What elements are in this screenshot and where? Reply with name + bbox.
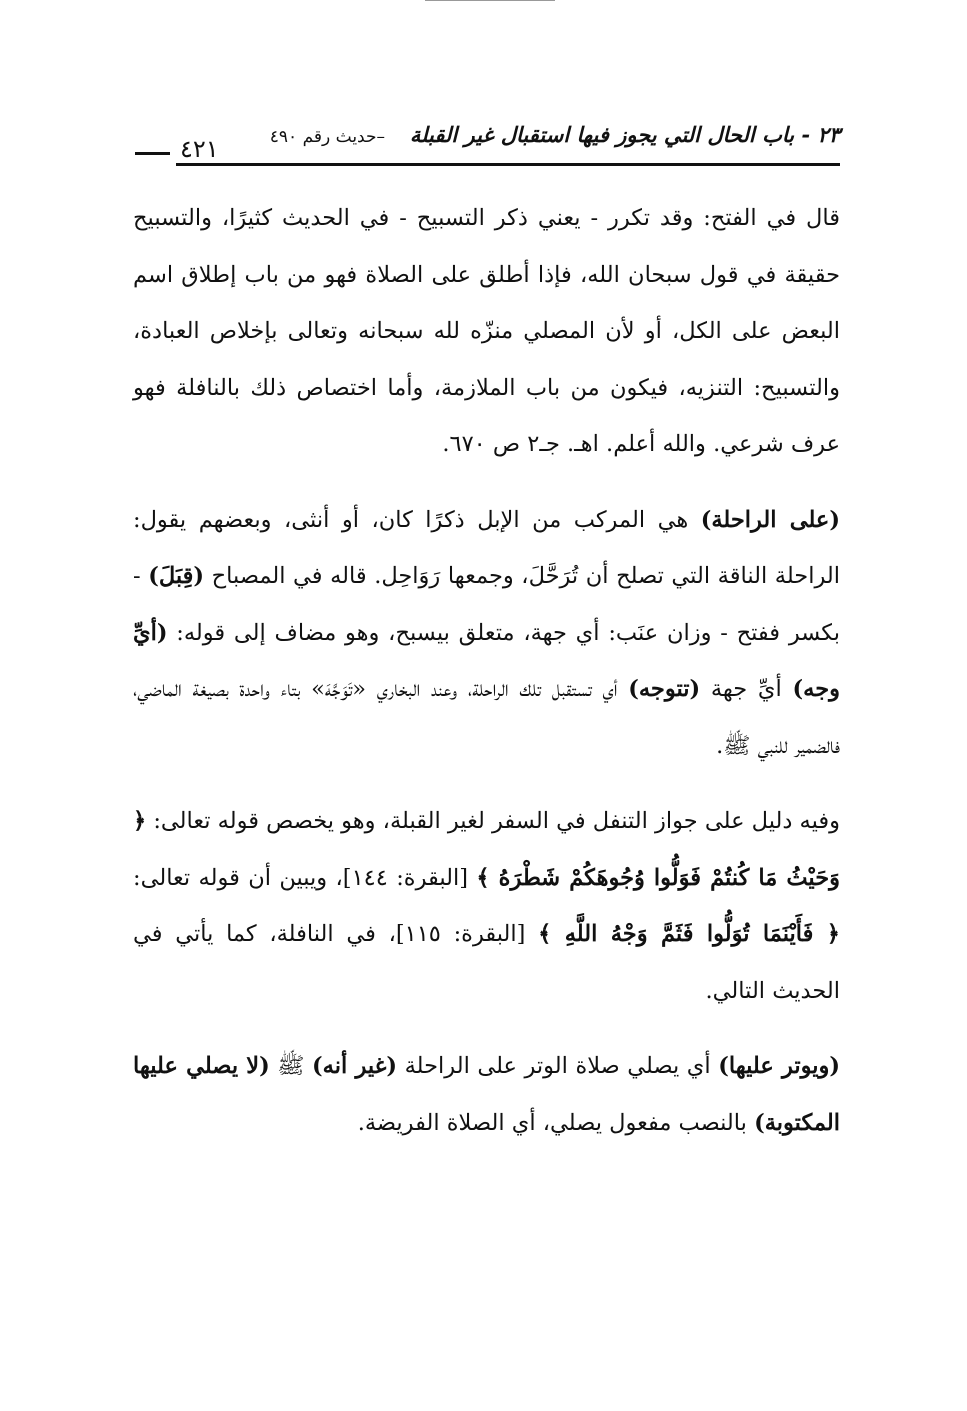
term-yutir-alayha: (ويوتر عليها): [718, 1053, 841, 1079]
paragraph-witr: [133, 1038, 840, 1151]
top-edge-mark: [425, 0, 555, 3]
text-segment: أي تستقبل تلك الراحلة، وعند البخاري «تَوَجَّهَ» بتاء واحدة بصيغة الماضي، فالضمير للنبي ﷺ.: [133, 676, 840, 759]
term-la-yusalli: (لا يصلي عليها المكتوبة): [133, 1053, 840, 1136]
chapter-title: ٢٣ - باب الحال التي يجوز فيها استقبال غير القبلة: [409, 122, 840, 147]
paragraph-tasbih: قال في الفتح: وقد تكرر - يعني ذكر التسبيح - في الحديث كثيرًا، والتسبيح حقيقة في قول سبحان الله، فإذا أطلق على الصلاة فهو من باب إطلاق اسم البعض على الكل، أو لأن المصلي منزّه لله سبحانه وتعالى بإخلاص العبادة، والتسبيح: التنزيه، فيكون من باب الملازمة، وأما اختصاص ذلك بالنافلة فهو عرف شرعي. والله أعلم. اهـ. جـ٢ ص ٦٧٠.: [133, 205, 840, 457]
page-number-dash: [135, 152, 170, 155]
term-ala-alrahila: (على الراحلة): [700, 506, 840, 533]
page-body: [133, 190, 840, 1170]
quran-verse-144: ﴿ وَحَيْثُ مَا كُنتُمْ فَوَلُّوا وُجُوهَكُمْ شَطْرَهُ ﴾: [133, 808, 840, 891]
header-rule: [176, 163, 840, 166]
running-header: [135, 118, 840, 166]
text-segment: ﷺ: [269, 1053, 313, 1079]
term-ghayr-annahu: (غير أنه): [312, 1053, 398, 1079]
quran-verse-115: ﴿ فَأَيْنَمَا تُوَلُّوا فَثَمَّ وَجْهُ اللَّهِ ﴾: [538, 921, 840, 947]
text-segment: أيِّ جهة: [700, 676, 793, 702]
text-segment: وفيه دليل على جواز التنفل في السفر لغير القبلة، وهو يخصص قوله تعالى:: [146, 808, 840, 834]
text-segment: هي المركب من الإبل ذكرًا كان، أو أنثى، وبعضهم يقول: الراحلة الناقة التي تصلح أن تُرَحَّلَ، وجمعها رَوَاحِل. قاله في المصباح: [133, 506, 840, 589]
page-number: ٤٢١: [180, 135, 219, 163]
term-tatawajjah: (تتوجه): [628, 676, 701, 702]
term-ayy-wajh: (أيِّ وجه): [133, 619, 840, 702]
text-segment: - بكسر ففتح - وزان عنَب: أي جهة، متعلق بيسبح، وهو مضاف إلى قوله:: [133, 563, 840, 646]
hadith-number: –حديث رقم ٤٩٠: [269, 127, 385, 147]
text-segment: [البقرة: ١٤٤]، ويبين أن قوله تعالى:: [133, 864, 477, 891]
text-segment: أي يصلي صلاة الوتر على الراحلة: [397, 1053, 719, 1079]
term-qibal: (قِبَلَ): [148, 563, 205, 589]
text-segment: [البقرة: ١١٥]، في النافلة، كما يأتي في الحديث التالي.: [133, 921, 840, 1004]
text-segment: بالنصب مفعول يصلي، أي الصلاة الفريضة.: [357, 1109, 755, 1136]
paragraph-rahila: [133, 492, 840, 775]
paragraph-dalil: [133, 793, 840, 1019]
